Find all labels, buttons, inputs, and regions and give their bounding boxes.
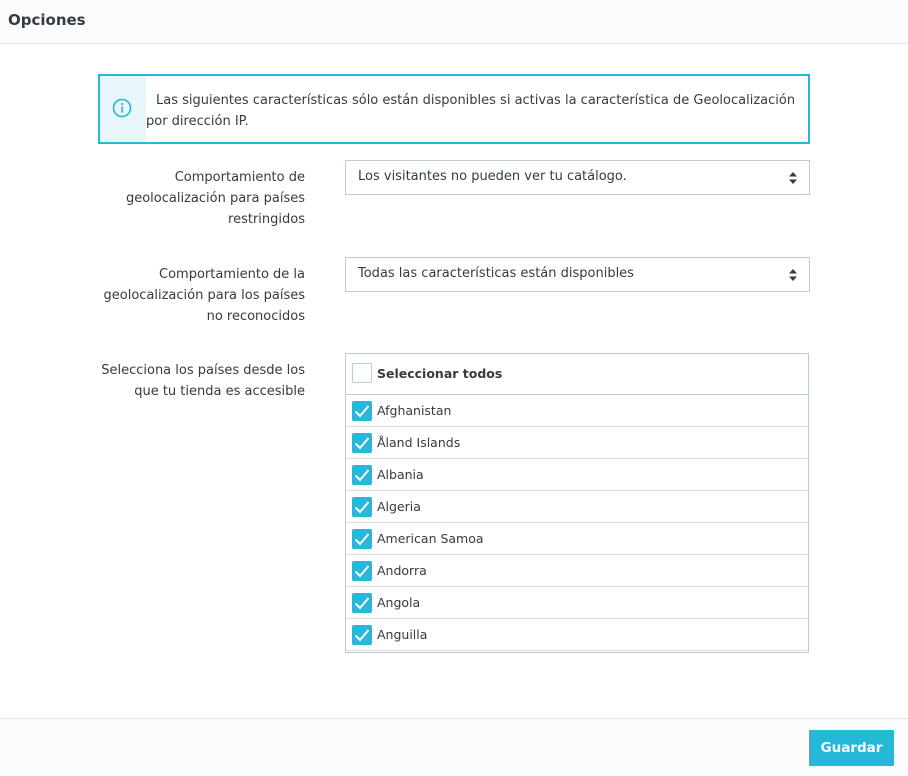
country-checkbox[interactable] [352,529,372,549]
restricted-behavior-label: Comportamiento de geolocalización para países restringidos [125,170,305,227]
country-row[interactable] [346,619,808,651]
unrecognized-behavior-value: Todas las características están disponibles [358,266,634,281]
checkmark-icon [354,500,370,514]
country-name: Algeria [377,499,421,514]
checkmark-icon [354,436,370,450]
country-checkbox[interactable] [352,625,372,645]
unrecognized-behavior-select[interactable] [345,257,810,292]
select-all-label[interactable]: Seleccionar todos [377,366,503,381]
country-name: Andorra [377,563,427,578]
country-name: Angola [377,595,421,610]
country-row[interactable] [346,427,808,459]
country-row[interactable] [346,555,808,587]
select-all-checkbox[interactable] [352,363,372,383]
country-checkbox[interactable] [352,401,372,421]
panel-header [0,0,908,44]
checkmark-icon [354,468,370,482]
country-name: Afghanistan [377,403,452,418]
countries-label: Selecciona los países desde los que tu tienda es accesible [101,363,305,399]
select-caret-icon [789,172,797,184]
countries-table [345,353,809,653]
country-checkbox[interactable] [352,561,372,581]
panel-title: Opciones [8,11,86,29]
country-checkbox[interactable] [352,465,372,485]
panel-footer [0,718,908,776]
checkmark-icon [354,628,370,642]
unrecognized-behavior-label: Comportamiento de la geolocalización para los países no reconocidos [103,267,305,324]
info-alert-text: Las siguientes características sólo están disponibles si activas la característica de Geolocalización por dirección IP. [146,93,796,129]
country-row[interactable] [346,395,808,427]
country-list [346,395,808,651]
checkmark-icon [354,404,370,418]
checkmark-icon [354,532,370,546]
save-button[interactable]: Guardar [809,730,894,766]
country-row[interactable] [346,459,808,491]
info-icon [100,76,146,142]
info-alert [98,74,810,144]
country-row[interactable] [346,587,808,619]
country-name: Albania [377,467,424,482]
country-name: Åland Islands [377,435,461,450]
table-header [346,354,808,395]
country-checkbox[interactable] [352,593,372,613]
restricted-behavior-value: Los visitantes no pueden ver tu catálogo. [358,169,627,184]
checkmark-icon [354,564,370,578]
country-checkbox[interactable] [352,497,372,517]
country-name: Anguilla [377,627,428,642]
select-caret-icon [789,269,797,281]
restricted-behavior-select[interactable] [345,160,810,195]
country-row[interactable] [346,523,808,555]
country-checkbox[interactable] [352,433,372,453]
country-row[interactable] [346,491,808,523]
checkmark-icon [354,596,370,610]
country-name: American Samoa [377,531,484,546]
